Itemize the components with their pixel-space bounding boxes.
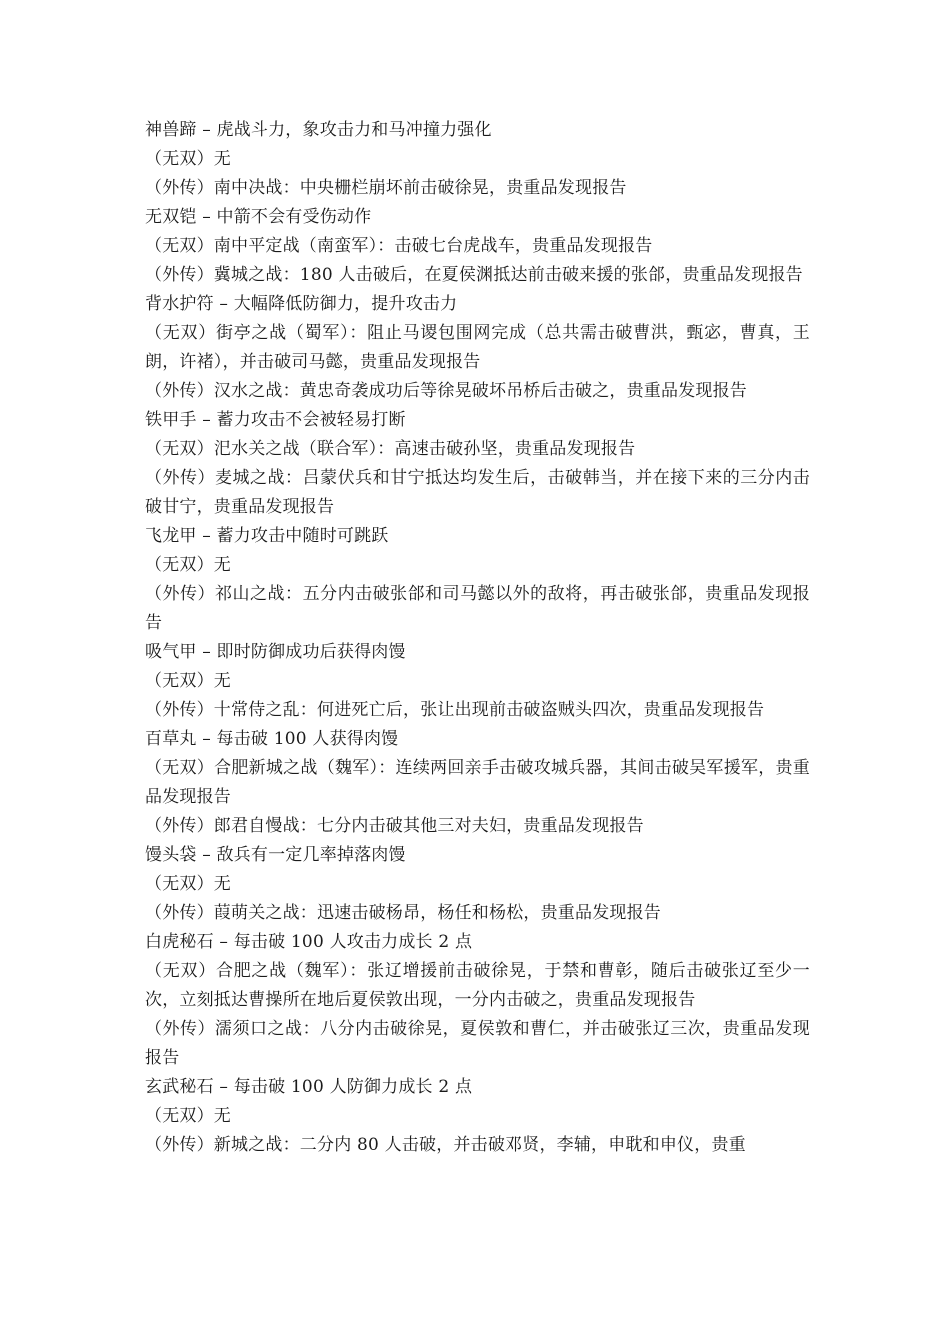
item-condition-wushuang: （无双）无 — [145, 671, 231, 691]
item-condition-wushuang: （无双）无 — [145, 149, 231, 169]
document-body — [145, 116, 810, 1160]
item-condition-wushuang: （无双）无 — [145, 1106, 231, 1126]
item-condition-waizhuan: （外传）葭萌关之战：迅速击破杨昂，杨任和杨松，贵重品发现报告 — [145, 903, 661, 923]
item-condition-wushuang: （无双）无 — [145, 555, 231, 575]
item-condition-waizhuan: （外传）麦城之战：吕蒙伏兵和甘宁抵达均发生后，击破韩当，并在接下来的三分内击破甘宁，贵重品发现报告 — [145, 468, 810, 517]
item-title-baicaowan: 百草丸 – 每击破 100 人获得肉馒 — [145, 729, 399, 749]
item-title-beishuihufu: 背水护符 – 大幅降低防御力，提升攻击力 — [145, 294, 458, 314]
item-condition-wushuang: （无双）南中平定战（南蛮军）：击破七台虎战车，贵重品发现报告 — [145, 236, 653, 256]
item-title-feilongjia: 飞龙甲 – 蓄力攻击中随时可跳跃 — [145, 526, 389, 546]
item-condition-waizhuan: （外传）新城之战：二分内 80 人击破，并击破邓贤，李辅，申耽和申仪，贵重 — [145, 1135, 746, 1155]
item-title-tiejiashou: 铁甲手 – 蓄力攻击不会被轻易打断 — [145, 410, 406, 430]
item-condition-waizhuan: （外传）濡须口之战：八分内击破徐晃，夏侯敦和曹仁，并击破张辽三次，贵重品发现报告 — [145, 1019, 810, 1068]
item-condition-wushuang: （无双）汜水关之战（联合军）：高速击破孙坚，贵重品发现报告 — [145, 439, 636, 459]
item-condition-wushuang: （无双）合肥之战（魏军）：张辽增援前击破徐晃，于禁和曹彰，随后击破张辽至少一次，立刻抵达曹操所在地后夏侯敦出现，一分内击破之，贵重品发现报告 — [145, 961, 810, 1010]
item-condition-wushuang: （无双）合肥新城之战（魏军）：连续两回亲手击破攻城兵器，其间击破吴军援军，贵重品发现报告 — [145, 758, 810, 807]
item-condition-waizhuan: （外传）十常侍之乱：何进死亡后，张让出现前击破盗贼头四次，贵重品发现报告 — [145, 700, 765, 720]
item-condition-wushuang: （无双）无 — [145, 874, 231, 894]
item-condition-waizhuan: （外传）祁山之战：五分内击破张郃和司马懿以外的敌将，再击破张郃，贵重品发现报告 — [145, 584, 810, 633]
item-title-wushuangkai: 无双铠 – 中箭不会有受伤动作 — [145, 207, 372, 227]
item-title-mantoudai: 馒头袋 – 敌兵有一定几率掉落肉馒 — [145, 845, 406, 865]
item-condition-waizhuan: （外传）郎君自慢战：七分内击破其他三对夫妇，贵重品发现报告 — [145, 816, 644, 836]
item-title-xuanwumishi: 玄武秘石 – 每击破 100 人防御力成长 2 点 — [145, 1077, 473, 1097]
item-title-xiqijia: 吸气甲 – 即时防御成功后获得肉馒 — [145, 642, 406, 662]
item-condition-waizhuan: （外传）冀城之战：180 人击破后，在夏侯渊抵达前击破来援的张郃，贵重品发现报告 — [145, 265, 803, 285]
item-condition-wushuang: （无双）街亭之战（蜀军）：阻止马谡包围网完成（总共需击破曹洪，甄宓，曹真，王朗，许褚），并击破司马懿，贵重品发现报告 — [145, 323, 810, 372]
item-title-shenshouti: 神兽蹄 – 虎战斗力，象攻击力和马冲撞力强化 — [145, 120, 492, 140]
item-title-baihumishi: 白虎秘石 – 每击破 100 人攻击力成长 2 点 — [145, 932, 473, 952]
item-condition-waizhuan: （外传）南中决战：中央栅栏崩坏前击破徐晃，贵重品发现报告 — [145, 178, 627, 198]
item-condition-waizhuan: （外传）汉水之战：黄忠奇袭成功后等徐晃破坏吊桥后击破之，贵重品发现报告 — [145, 381, 747, 401]
